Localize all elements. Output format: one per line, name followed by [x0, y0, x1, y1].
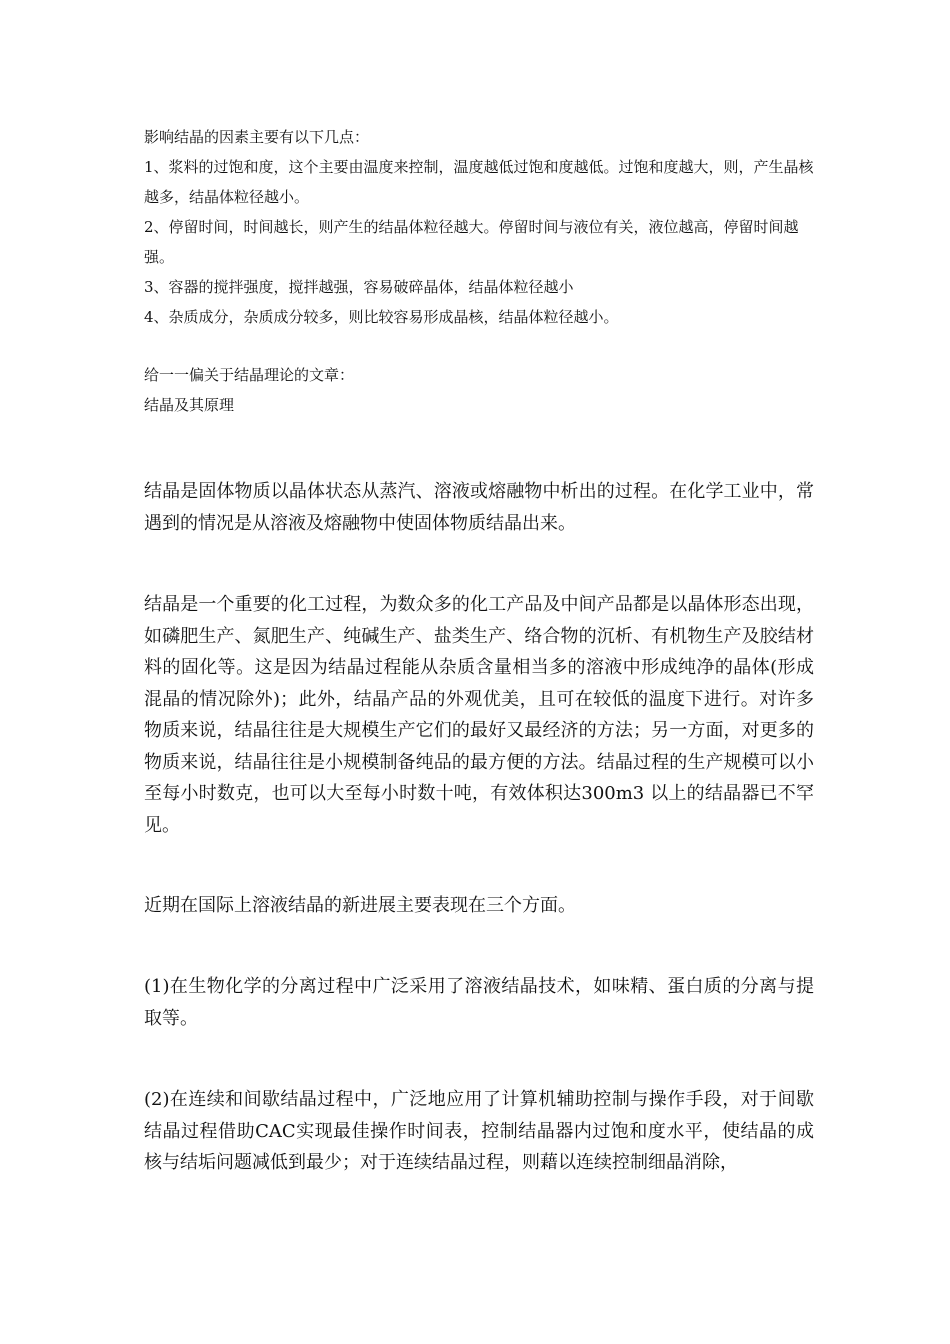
paragraph-text: 结晶是一个重要的化工过程，为数众多的化工产品及中间产品都是以晶体形态出现，如磷肥生产、氮肥生产、纯碱生产、盐类生产、络合物的沉析、有机物生产及胶结材料的固化等。这是因为结晶过程能从杂质含量相当多的溶液中形成纯净的晶体(形成混晶的情况除外)；此外，结晶产品的外观优美，且可在较低的温度下进行。对许多物质来说，结晶往往是大规模生产它们的最好又最经济的方法；另一方面，对更多的物质来说，结晶往往是小规模制备纯品的最方便的方法。结晶过程的生产规模可以小至每小时数克，也可以大至每小时数十吨，有效体积达300m3 以上的结晶器已不罕见。 [144, 594, 814, 836]
paragraph-text: 结晶是固体物质以晶体状态从蒸汽、溶液或熔融物中析出的过程。在化学工业中，常遇到的情况是从溶液及熔融物中使固体物质结晶出来。 [144, 481, 814, 534]
article-paragraph-1 [144, 476, 814, 539]
factors-section [144, 122, 814, 420]
article-paragraph-3 [144, 890, 814, 922]
article-paragraph-5 [144, 1084, 814, 1179]
factor-item-3: 3、容器的搅拌强度，搅拌越强，容易破碎晶体，结晶体粒径越小 [144, 278, 574, 296]
paragraph-text: (1)在生物化学的分离过程中广泛采用了溶液结晶技术，如味精、蛋白质的分离与提取等。 [144, 976, 814, 1029]
paragraph-text: 近期在国际上溶液结晶的新进展主要表现在三个方面。 [144, 895, 576, 916]
article-paragraph-4 [144, 971, 814, 1034]
factors-heading: 影响结晶的因素主要有以下几点： [144, 128, 370, 146]
paragraph-text: (2)在连续和间歇结晶过程中，广泛地应用了计算机辅助控制与操作手段，对于间歇结晶过程借助CAC实现最佳操作时间表，控制结晶器内过饱和度水平，使结晶的成核与结垢问题减低到最少；对于连续结晶过程，则藉以连续控制细晶消除， [144, 1089, 814, 1173]
factor-item-1: 1、浆料的过饱和度，这个主要由温度来控制，温度越低过饱和度越低。过饱和度越大，则，产生晶核越多，结晶体粒径越小。 [144, 158, 814, 206]
factor-item-4: 4、杂质成分，杂质成分较多，则比较容易形成晶核，结晶体粒径越小。 [144, 308, 619, 326]
article-intro: 给一一偏关于结晶理论的文章： [144, 366, 355, 384]
article-title: 结晶及其原理 [144, 396, 235, 414]
article-paragraph-2 [144, 589, 814, 841]
factor-item-2: 2、停留时间，时间越长，则产生的结晶体粒径越大。停留时间与液位有关，液位越高，停留时间越强。 [144, 218, 799, 266]
